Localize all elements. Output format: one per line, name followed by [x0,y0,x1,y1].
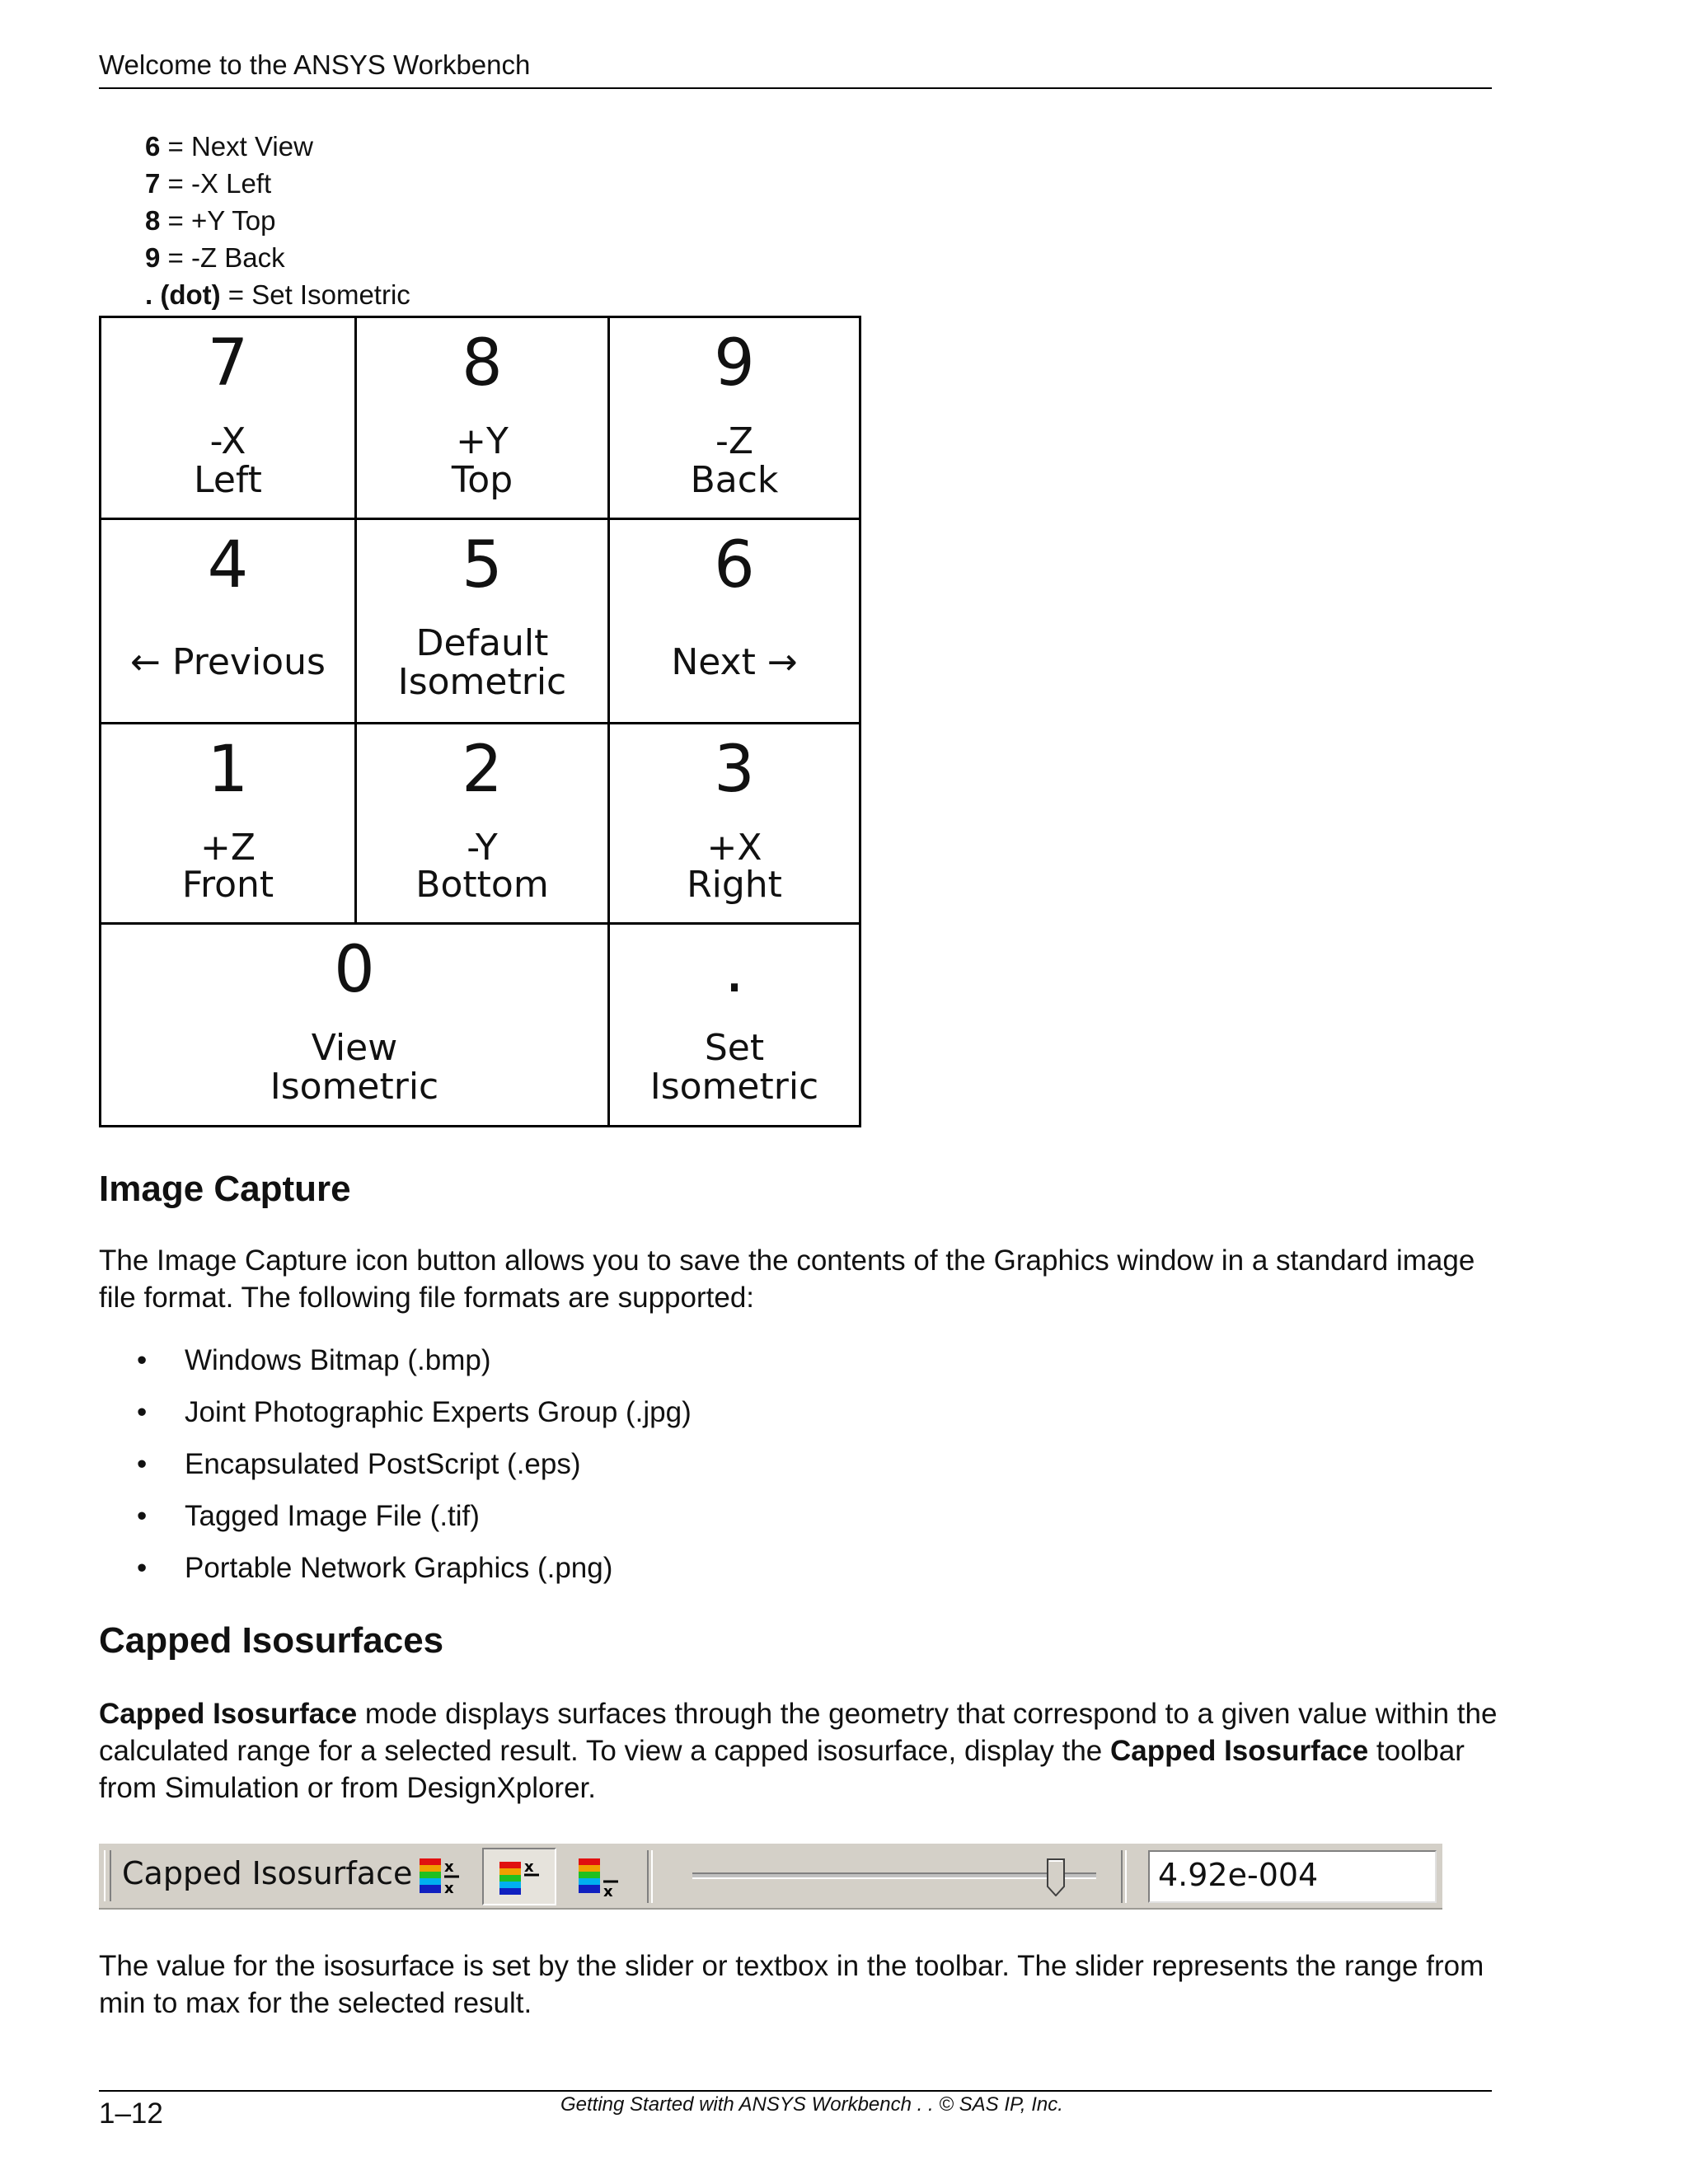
key-label: Right [687,864,782,906]
capped-isosurfaces-heading: Capped Isosurfaces [99,1620,444,1661]
key-label: Isometric [270,1066,439,1108]
toolbar-separator [647,1850,653,1903]
key-9 [610,318,859,518]
key-6 [610,520,859,722]
key-dot [610,925,859,1125]
shortcut-item: 6 = Next View [145,131,313,162]
bullet-icon: • [137,1552,148,1584]
image-capture-body: The Image Capture icon button allows you to save the contents of the Graphics window in a standard image file format. The following file formats are supported: [99,1244,1475,1314]
svg-text:x: x [444,1858,454,1876]
isosurface-value-input[interactable]: 4.92e-004 [1148,1850,1437,1903]
footer-copyright: Getting Started with ANSYS Workbench . . © SAS IP, Inc. [560,2093,1063,2116]
key-label: +X [706,827,762,869]
key-number: 9 [714,326,755,401]
page-number: 1–12 [99,2097,163,2130]
running-header: Welcome to the ANSYS Workbench [99,49,531,80]
header-rule [99,87,1492,89]
toolbar-separator [1121,1850,1127,1903]
footer-rule [99,2090,1492,2092]
toolbar-grip[interactable] [104,1850,111,1901]
list-item: • Encapsulated PostScript (.eps) [132,1446,692,1497]
svg-text:x: x [524,1858,534,1876]
isosurface-value-body: The value for the isosurface is set by the slider or textbox in the toolbar. The slider represents the range from min to max for the selected result. [99,1950,1484,2019]
key-number: 0 [334,933,375,1007]
key-number: . [724,933,745,1007]
key-label: Left [194,459,262,501]
key-label: Front [181,864,274,906]
key-5 [357,520,607,722]
shortcut-list [145,128,410,313]
shortcut-item: 9 = -Z Back [145,242,285,273]
key-label: Bottom [415,864,549,906]
list-item: • Joint Photographic Experts Group (.jpg) [132,1394,692,1446]
list-item: • Tagged Image File (.tif) [132,1497,692,1549]
key-label: ← Previous [130,641,326,683]
key-8 [357,318,607,518]
key-label: Isometric [649,1066,819,1108]
key-label: -Z [715,420,754,462]
key-label: Default [415,622,549,664]
isosurface-slider-thumb[interactable] [1047,1858,1065,1896]
key-number: 1 [207,733,249,807]
key-label: Isometric [397,661,567,703]
key-label: +Y [456,420,509,462]
capped-isosurface-toolbar [99,1842,1442,1910]
isosurface-above-icon[interactable] [416,1854,462,1900]
key-number: 2 [462,733,503,807]
isosurface-below-icon[interactable] [496,1854,542,1900]
key-0 [101,925,607,1125]
list-item: • Portable Network Graphics (.png) [132,1549,692,1601]
shortcut-item: 7 = -X Left [145,168,272,199]
key-number: 8 [462,326,503,401]
key-number: 3 [714,733,755,807]
bullet-icon: • [137,1396,148,1428]
key-label: Top [451,459,513,501]
svg-text:x: x [603,1883,613,1900]
key-label: +Z [199,827,256,869]
key-label: Set [704,1027,765,1069]
key-4 [101,520,354,722]
format-list [132,1342,692,1601]
key-label: -X [209,420,246,462]
key-label: Next → [671,641,798,683]
key-number: 5 [462,528,503,602]
bullet-icon: • [137,1448,148,1480]
key-2 [357,724,607,922]
shortcut-item: . (dot) = Set Isometric [145,279,410,310]
bullet-icon: • [137,1344,148,1376]
capped-isosurface-body: Capped Isosurface mode displays surfaces through the geometry that correspond to a given value within the calculated range for a selected result. To view a capped isosurface, display the Capped Isosurface toolbar from Simulation or from DesignXplorer. [99,1698,1498,1804]
list-item: • Windows Bitmap (.bmp) [132,1342,692,1394]
isosurface-slider-track[interactable] [692,1872,1096,1879]
key-number: 7 [207,326,249,401]
key-label: -Y [467,827,498,869]
key-number: 6 [714,528,755,602]
key-label: View [311,1027,398,1069]
isosurface-only-icon[interactable] [575,1854,621,1900]
numeric-keypad-diagram [99,316,861,1127]
svg-text:x: x [444,1880,454,1897]
key-7 [101,318,354,518]
shortcut-item: 8 = +Y Top [145,205,276,236]
key-number: 4 [207,528,249,602]
key-label: Back [690,459,779,501]
toolbar-title: Capped Isosurface [122,1855,413,1891]
key-3 [610,724,859,922]
image-capture-heading: Image Capture [99,1169,351,1209]
key-1 [101,724,354,922]
bullet-icon: • [137,1500,148,1532]
